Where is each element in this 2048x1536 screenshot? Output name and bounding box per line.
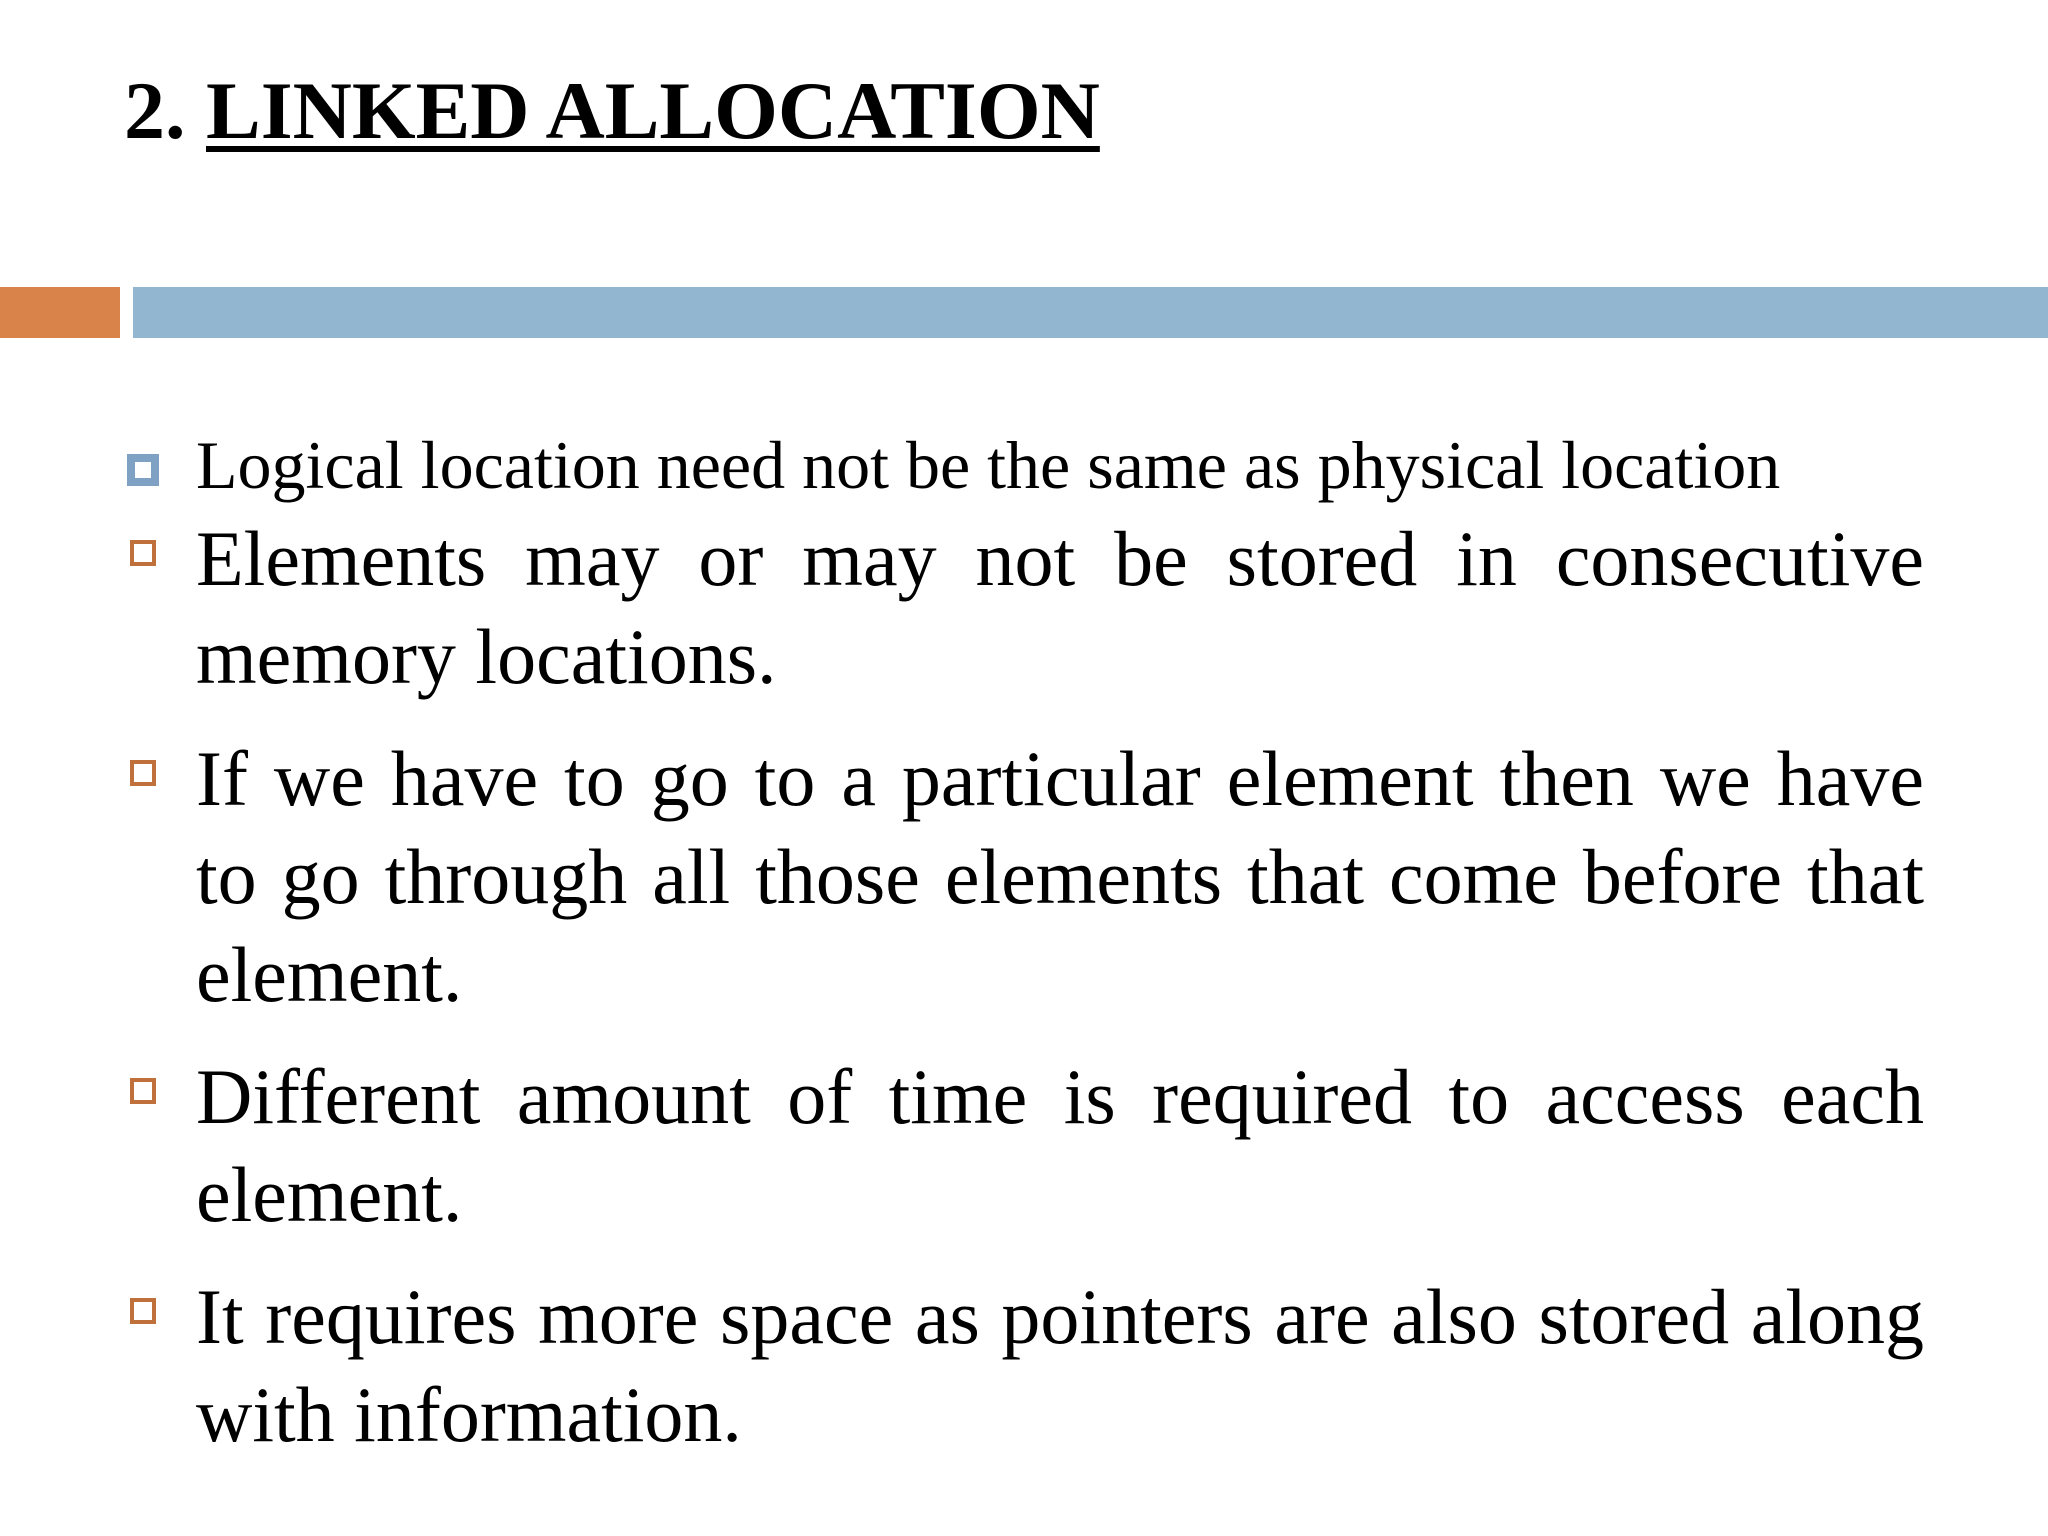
- title-number: 2.: [124, 65, 186, 156]
- bullet-text: Logical location need not be the same as physical location: [196, 427, 1781, 503]
- square-bullet-icon: [127, 454, 159, 486]
- accent-bar-blue: [133, 287, 2048, 338]
- bullet-item: [124, 510, 1924, 706]
- bullet-text: If we have to go to a particular element then we have to go through all those elements that come before that element.: [196, 735, 1924, 1018]
- accent-bar-orange: [0, 287, 120, 338]
- bullet-item: [124, 420, 1924, 510]
- bullet-item: [124, 1048, 1924, 1244]
- bullet-item: [124, 730, 1924, 1024]
- bullet-text: Different amount of time is required to access each element.: [196, 1053, 1924, 1238]
- bullet-item: [124, 1268, 1924, 1464]
- square-bullet-icon: [130, 1298, 156, 1324]
- square-bullet-icon: [130, 540, 156, 566]
- bullet-text: It requires more space as pointers are also stored along with information.: [196, 1273, 1924, 1458]
- bullet-text: Elements may or may not be stored in consecutive memory locations.: [196, 515, 1924, 700]
- bullet-list: [124, 420, 1924, 1464]
- title-text: LINKED ALLOCATION: [206, 65, 1100, 156]
- square-bullet-icon: [130, 760, 156, 786]
- slide-title: [124, 62, 1100, 160]
- square-bullet-icon: [130, 1078, 156, 1104]
